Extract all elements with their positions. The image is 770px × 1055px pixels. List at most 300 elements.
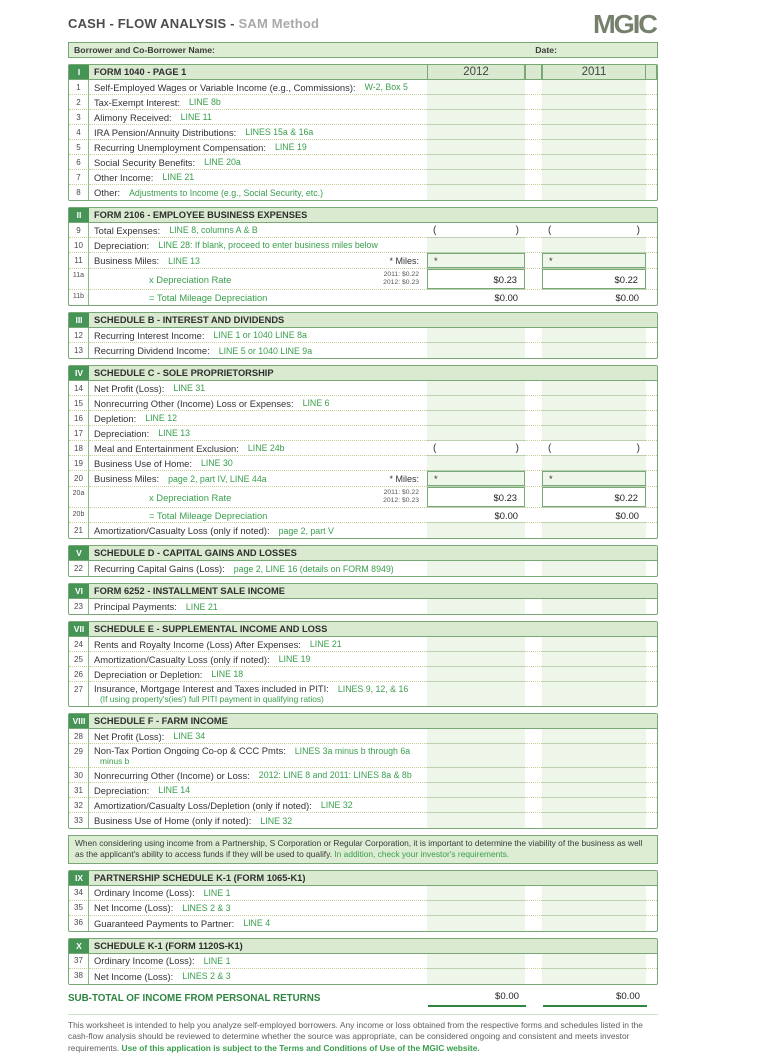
value-cell-2012[interactable]	[427, 381, 525, 396]
column-strip	[646, 125, 657, 140]
row-label-cell	[89, 916, 427, 931]
column-strip	[646, 667, 657, 682]
paren-cell-2011[interactable]	[542, 441, 646, 456]
value-cell-2012[interactable]	[427, 411, 525, 426]
value-cell-2011[interactable]	[542, 798, 646, 813]
column-strip	[646, 185, 657, 200]
value-cell-2011[interactable]	[542, 343, 646, 358]
row-label-cell	[89, 487, 427, 508]
row-label-cell	[89, 110, 427, 125]
row-label-cell	[89, 729, 427, 744]
row-line-ref: LINE 31	[173, 383, 206, 393]
column-gap	[525, 508, 542, 523]
value-cell-2012[interactable]	[427, 110, 525, 125]
value-cell-2011[interactable]	[542, 523, 646, 538]
column-gap	[525, 916, 542, 931]
value-cell-2012[interactable]	[427, 185, 525, 200]
footer-divider	[68, 1014, 658, 1015]
section-header	[69, 871, 657, 886]
form-row-9	[69, 223, 657, 238]
value-cell-2012[interactable]	[427, 140, 525, 155]
row-number: 23	[69, 599, 89, 614]
row-line-ref: page 2, LINE 16 (details on FORM 8949)	[233, 563, 394, 574]
value-cell-2011[interactable]	[542, 328, 646, 343]
row-label: Ordinary Income (Loss):	[94, 887, 195, 899]
subtotal-label: SUB-TOTAL OF INCOME FROM PERSONAL RETURNS	[68, 993, 321, 1005]
column-gap	[525, 729, 542, 744]
column-header-2012: 2012	[427, 65, 525, 79]
value-cell-2012[interactable]	[427, 155, 525, 170]
row-label: Business Use of Home (only if noted):	[94, 815, 252, 826]
value-cell-2012[interactable]	[427, 396, 525, 411]
column-gap	[525, 768, 542, 783]
row-line-ref: LINES 9, 12, & 16	[337, 683, 409, 694]
mileage-total-value-2012: $0.00	[494, 292, 518, 303]
row-line-ref: LINE 13	[158, 428, 191, 438]
form-row-24	[69, 637, 657, 652]
row-number: 30	[69, 768, 89, 783]
row-number: 33	[69, 813, 89, 828]
column-gap	[525, 426, 542, 441]
row-label-cell	[89, 343, 427, 358]
section-header	[69, 313, 657, 328]
column-strip	[646, 396, 657, 411]
value-cell-2011[interactable]	[542, 140, 646, 155]
miles-cell-2011	[542, 253, 646, 269]
value-cell-2011[interactable]	[542, 729, 646, 744]
column-strip	[646, 954, 657, 969]
row-label-cell	[89, 954, 427, 969]
row-label-cell	[89, 140, 427, 155]
column-strip	[646, 471, 657, 487]
form-row-18	[69, 441, 657, 456]
value-cell-2011[interactable]	[542, 561, 646, 576]
column-gap	[525, 969, 542, 984]
row-label-cell	[89, 561, 427, 576]
value-cell-2012[interactable]	[427, 744, 525, 768]
row-label-cell	[89, 441, 427, 456]
rate-cell-2012	[427, 487, 525, 508]
section-title: FORM 2106 - EMPLOYEE BUSINESS EXPENSES	[94, 210, 308, 220]
row-line-ref: LINE 19	[278, 654, 311, 664]
section-numeral: III	[69, 313, 89, 327]
column-gap	[525, 599, 542, 614]
column-gap	[525, 456, 542, 471]
section-IX	[68, 870, 658, 932]
mileage-total-value-2011: $0.00	[615, 509, 639, 521]
form-row-20	[69, 471, 657, 487]
row-line-ref: page 2, part IV, LINE 44a	[168, 473, 267, 484]
row-line-ref: LINE 12	[145, 413, 178, 423]
row-label-cell	[89, 969, 427, 984]
value-cell-2011[interactable]	[542, 969, 646, 984]
row-number: 21	[69, 523, 89, 538]
value-cell-2012[interactable]	[427, 768, 525, 783]
row-line-ref: LINE 13	[168, 255, 200, 266]
rate-note	[383, 489, 422, 506]
form-row-20b	[69, 508, 657, 523]
form-row-8	[69, 185, 657, 200]
value-cell-2012[interactable]	[427, 343, 525, 358]
column-strip	[646, 561, 657, 576]
value-cell-2011[interactable]	[542, 238, 646, 253]
column-strip	[646, 381, 657, 396]
form-row-26	[69, 667, 657, 682]
column-strip	[646, 523, 657, 538]
value-cell-2012[interactable]	[427, 170, 525, 185]
column-strip	[646, 80, 657, 95]
column-gap	[525, 95, 542, 110]
value-cell-2012[interactable]	[427, 813, 525, 828]
row-label-2: minus b	[100, 755, 130, 766]
value-cell-2012[interactable]	[427, 637, 525, 652]
paren-cell-2012[interactable]	[427, 223, 525, 238]
form-row-30	[69, 768, 657, 783]
column-strip	[646, 456, 657, 471]
row-line-ref: LINE 18	[211, 669, 244, 679]
section-VIII	[68, 713, 658, 829]
section-title: FORM 6252 - INSTALLMENT SALE INCOME	[94, 586, 285, 596]
close-paren: )	[515, 224, 519, 236]
borrower-name-input[interactable]	[215, 43, 535, 57]
row-label-cell	[89, 396, 427, 411]
value-cell-2011[interactable]	[542, 155, 646, 170]
column-strip	[646, 95, 657, 110]
row-label-cell	[89, 682, 427, 706]
row-number: 16	[69, 411, 89, 426]
column-gap	[525, 954, 542, 969]
row-label-cell	[89, 667, 427, 682]
row-line-ref: LINE 24b	[247, 443, 285, 453]
column-gap	[525, 411, 542, 426]
value-cell-2011[interactable]	[542, 637, 646, 652]
value-cell-2011[interactable]	[542, 95, 646, 110]
row-number: 11a	[69, 269, 89, 290]
value-cell-2012[interactable]	[427, 783, 525, 798]
paren-cell-2011[interactable]	[542, 223, 646, 238]
worksheet-page	[68, 0, 658, 1055]
form-row-37	[69, 954, 657, 969]
form-row-17	[69, 426, 657, 441]
row-label: Net Income (Loss):	[94, 902, 174, 914]
value-cell-2012[interactable]	[427, 95, 525, 110]
close-paren: )	[515, 442, 519, 454]
value-cell-2011[interactable]	[542, 599, 646, 614]
row-label: Amortization/Casualty Loss (only if noted):	[94, 525, 270, 536]
row-label-cell	[89, 411, 427, 426]
date-label: Date:	[535, 45, 557, 55]
form-row-16	[69, 411, 657, 426]
value-cell-2011[interactable]	[542, 125, 646, 140]
row-number: 36	[69, 916, 89, 931]
rate-value-2011: $0.22	[542, 487, 646, 507]
row-number: 27	[69, 682, 89, 706]
value-cell-2011[interactable]	[542, 916, 646, 931]
value-cell-2012[interactable]	[427, 652, 525, 667]
form-row-3	[69, 110, 657, 125]
value-cell-2011[interactable]	[542, 185, 646, 200]
row-label-cell	[89, 223, 427, 238]
row-label: = Total Mileage Depreciation	[149, 292, 268, 303]
value-cell-2011[interactable]	[542, 886, 646, 901]
value-cell-2012[interactable]	[427, 798, 525, 813]
row-line-ref: LINE 21	[185, 601, 218, 612]
page-title	[68, 13, 658, 31]
column-gap	[525, 813, 542, 828]
column-gap	[525, 185, 542, 200]
form-row-2	[69, 95, 657, 110]
row-label: Meal and Entertainment Exclusion:	[94, 442, 239, 454]
row-label-cell	[89, 523, 427, 538]
rate-note-line: 2012: $0.23	[383, 497, 419, 504]
row-line-ref: LINES 15a & 16a	[245, 127, 314, 137]
row-label: Depletion:	[94, 412, 137, 424]
row-label: Social Security Benefits:	[94, 156, 196, 168]
row-number: 7	[69, 170, 89, 185]
row-line-ref: LINES 3a minus b through 6a	[294, 745, 411, 756]
column-gap	[525, 80, 542, 95]
row-number: 15	[69, 396, 89, 411]
column-strip	[646, 886, 657, 901]
section-VI	[68, 583, 658, 615]
rate-note	[383, 271, 422, 288]
row-line-ref: page 2, part V	[278, 525, 334, 536]
section-header	[69, 584, 657, 599]
row-line-ref: LINE 28: If blank, proceed to enter business miles below	[158, 240, 378, 250]
form-row-34	[69, 886, 657, 901]
column-gap	[525, 343, 542, 358]
value-cell-2011[interactable]	[542, 396, 646, 411]
mileage-total-value-2011: $0.00	[615, 292, 639, 303]
value-cell-2012[interactable]	[427, 969, 525, 984]
row-label: Other:	[94, 187, 121, 198]
row-label-cell	[89, 599, 427, 614]
value-cell-2011[interactable]	[542, 80, 646, 95]
row-number: 26	[69, 667, 89, 682]
date-input[interactable]	[557, 43, 652, 57]
section-numeral: VI	[69, 584, 89, 598]
value-cell-2011[interactable]	[542, 783, 646, 798]
column-strip	[646, 783, 657, 798]
value-cell-2011[interactable]	[542, 456, 646, 471]
miles-input-2012[interactable]: *	[427, 253, 525, 268]
section-X	[68, 938, 658, 985]
section-numeral: VII	[69, 622, 89, 636]
form-row-31	[69, 783, 657, 798]
row-line-ref: LINE 34	[173, 731, 206, 741]
value-cell-2011[interactable]	[542, 426, 646, 441]
row-label: Depreciation:	[94, 239, 150, 251]
column-gap	[525, 396, 542, 411]
value-cell-2012[interactable]	[427, 561, 525, 576]
value-cell-2012[interactable]	[427, 729, 525, 744]
footer-disclaimer	[68, 1020, 658, 1055]
row-label: Alimony Received:	[94, 111, 172, 123]
value-cell-2012[interactable]	[427, 125, 525, 140]
row-number: 4	[69, 125, 89, 140]
section-V	[68, 545, 658, 577]
row-line-ref: LINE 19	[274, 142, 307, 152]
value-cell-2012[interactable]	[427, 599, 525, 614]
value-cell-2011[interactable]	[542, 901, 646, 916]
value-cell-2011[interactable]	[542, 682, 646, 706]
section-numeral: VIII	[69, 714, 89, 728]
value-cell-2011[interactable]	[542, 813, 646, 828]
row-line-ref: LINE 32	[320, 800, 353, 810]
form-row-21	[69, 523, 657, 538]
row-line-ref: 2012: LINE 8 and 2011: LINES 8a & 8b	[258, 770, 412, 780]
miles-input-2011[interactable]: *	[542, 471, 646, 486]
column-gap	[525, 140, 542, 155]
row-line-ref: LINE 14	[158, 785, 191, 795]
row-number: 32	[69, 798, 89, 813]
column-gap	[525, 637, 542, 652]
value-cell-2011[interactable]	[542, 170, 646, 185]
row-line-ref: LINE 30	[200, 458, 233, 468]
value-cell-2012[interactable]	[427, 886, 525, 901]
value-cell-2011[interactable]	[542, 768, 646, 783]
value-cell-2012[interactable]	[427, 682, 525, 706]
section-numeral: X	[69, 939, 89, 953]
column-header-2011: 2011	[542, 65, 646, 79]
row-line-ref: LINES 2 & 3	[182, 902, 231, 913]
miles-input-2011[interactable]: *	[542, 253, 646, 268]
column-header-strip	[646, 65, 657, 79]
row-label: Net Income (Loss):	[94, 970, 174, 982]
form-row-6	[69, 155, 657, 170]
row-label-cell	[89, 471, 427, 487]
row-number: 12	[69, 328, 89, 343]
paren-cell-2012[interactable]	[427, 441, 525, 456]
column-gap	[525, 682, 542, 706]
row-label-cell	[89, 328, 427, 343]
column-gap	[525, 155, 542, 170]
row-label: Tax-Exempt Interest:	[94, 96, 180, 108]
section-header	[69, 208, 657, 223]
column-strip	[646, 652, 657, 667]
partnership-note	[68, 835, 658, 864]
row-label: IRA Pension/Annuity Distributions:	[94, 126, 237, 138]
column-gap	[525, 667, 542, 682]
miles-cell-2011	[542, 471, 646, 487]
value-cell-2011[interactable]	[542, 411, 646, 426]
column-strip	[646, 901, 657, 916]
row-label: Rents and Royalty Income (Loss) After Expenses:	[94, 638, 301, 650]
column-gap	[525, 487, 542, 508]
value-cell-2011[interactable]	[542, 744, 646, 768]
miles-label: * Miles:	[389, 473, 419, 484]
form-row-11a	[69, 269, 657, 290]
row-label: Amortization/Casualty Loss/Depletion (only if noted):	[94, 799, 312, 811]
value-cell-2011[interactable]	[542, 954, 646, 969]
form-row-4	[69, 125, 657, 140]
open-paren: (	[548, 224, 552, 236]
row-line-ref: LINE 5 or 1040 LINE 9a	[218, 345, 313, 356]
title-main: CASH - FLOW ANALYSIS -	[68, 16, 235, 31]
row-number: 29	[69, 744, 89, 768]
value-cell-2012[interactable]	[427, 954, 525, 969]
column-gap	[525, 783, 542, 798]
row-line-ref: LINE 20a	[204, 157, 241, 167]
column-strip	[646, 110, 657, 125]
column-strip	[646, 441, 657, 456]
form-row-15	[69, 396, 657, 411]
row-label: Business Miles:	[94, 473, 160, 484]
value-cell-2012[interactable]	[427, 426, 525, 441]
section-numeral: V	[69, 546, 89, 560]
column-strip	[646, 508, 657, 523]
close-paren: )	[636, 224, 640, 236]
row-label: Guaranteed Payments to Partner:	[94, 917, 235, 929]
value-cell-2011[interactable]	[542, 110, 646, 125]
value-cell-2011[interactable]	[542, 381, 646, 396]
column-strip	[646, 487, 657, 508]
row-number: 18	[69, 441, 89, 456]
form-row-1	[69, 80, 657, 95]
row-number: 28	[69, 729, 89, 744]
value-cell-2012[interactable]	[427, 901, 525, 916]
column-gap	[525, 744, 542, 768]
row-number: 8	[69, 185, 89, 200]
row-number: 3	[69, 110, 89, 125]
value-cell-2012[interactable]	[427, 456, 525, 471]
row-number: 11	[69, 253, 89, 269]
row-label: Business Use of Home:	[94, 457, 192, 469]
row-line-ref: Adjustments to Income (e.g., Social Security, etc.)	[129, 187, 323, 198]
column-strip	[646, 155, 657, 170]
column-gap	[525, 471, 542, 487]
value-cell-2011[interactable]	[542, 652, 646, 667]
row-label: Nonrecurring Other (Income) Loss or Expenses:	[94, 397, 294, 409]
row-line-ref: LINE 6	[302, 398, 330, 408]
section-title: FORM 1040 - PAGE 1	[94, 67, 187, 77]
column-gap	[525, 238, 542, 253]
miles-input-2012[interactable]: *	[427, 471, 525, 486]
form-row-33	[69, 813, 657, 828]
value-cell-2012[interactable]	[427, 328, 525, 343]
mileage-total-value-2012: $0.00	[494, 509, 518, 521]
value-cell-2012[interactable]	[427, 80, 525, 95]
column-gap	[525, 125, 542, 140]
value-cell-2012[interactable]	[427, 667, 525, 682]
value-cell-2011[interactable]	[542, 667, 646, 682]
form-row-5	[69, 140, 657, 155]
value-cell-2012[interactable]	[427, 523, 525, 538]
rate-cell-2011	[542, 487, 646, 508]
value-cell-2012[interactable]	[427, 238, 525, 253]
mileage-total-cell-2012	[427, 290, 525, 305]
row-number: 6	[69, 155, 89, 170]
footer-text: This worksheet is intended to help you analyze self-employed borrowers. Any income or loss obtained from the respective forms and schedules listed in the cash-flow analysis should be reviewed to determine whether the source was appropriate, can be considered ongoing and consistent and meets investor requirements.	[68, 1019, 643, 1054]
column-header-gap	[525, 65, 542, 79]
column-gap	[525, 798, 542, 813]
row-label: Recurring Unemployment Compensation:	[94, 141, 266, 153]
section-title: SCHEDULE B - INTEREST AND DIVIDENDS	[94, 315, 285, 325]
section-header	[69, 939, 657, 954]
mileage-total-cell-2011	[542, 290, 646, 305]
row-number: 20a	[69, 487, 89, 508]
miles-cell-2012	[427, 471, 525, 487]
column-strip	[646, 290, 657, 305]
value-cell-2012[interactable]	[427, 916, 525, 931]
row-line-ref: LINE 21	[162, 172, 195, 182]
row-label-cell	[89, 95, 427, 110]
form-row-12	[69, 328, 657, 343]
row-label: Net Profit (Loss):	[94, 730, 165, 742]
form-row-20a	[69, 487, 657, 508]
borrower-date-bar	[68, 42, 658, 58]
row-label-cell	[89, 269, 427, 290]
